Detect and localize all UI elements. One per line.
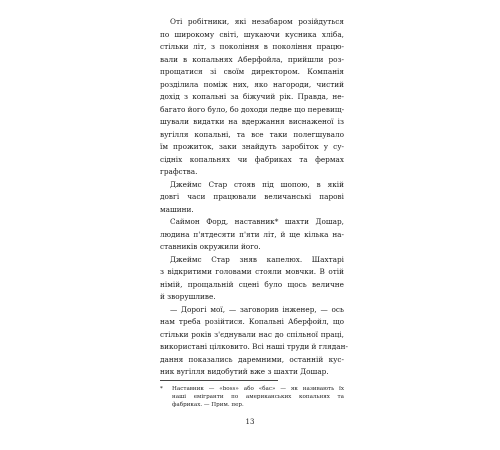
text-line: Оті робітники, які незабаром розійдуться	[170, 17, 344, 26]
text-line: стільки років з'єднували нас до спільної праці,	[160, 329, 344, 339]
footnote-line: фабриках. — Прим. пер.	[172, 402, 244, 409]
text-line: Джеймс Стар зняв капелюх. Шахтарі	[170, 254, 344, 264]
footnote-divider	[160, 380, 278, 381]
text-line: вали в копальнях Аберфойла, прийшли роз-	[160, 54, 344, 64]
text-line: й зворушливе.	[160, 292, 216, 301]
text-line: машини.	[160, 204, 194, 214]
text-line: ник вугілля видобутий вже з шахти Дошар.	[160, 367, 329, 376]
text-line: Джеймс Стар стояв під шопою, в якій	[170, 179, 344, 189]
text-line: з відкритими головами стояли мовчки. В отій	[160, 267, 344, 276]
text-line: багато його було, бо доходи ледве що перевищ-	[160, 104, 345, 114]
text-line: дохід з копальні за біжучий рік. Правда, не-	[160, 92, 344, 101]
text-line: людина п'ятдесяти п'яти літ, й ще кілька на-	[160, 229, 344, 239]
text-line: нам треба розійтися. Копальні Аберфойл, що	[160, 317, 344, 326]
text-line: вугілля копальні, та все таки полегшувало	[160, 129, 344, 139]
text-line: шували видатки на вдержання виснаженої із	[160, 117, 344, 126]
text-line: довгі часи працювали величанські парові	[160, 192, 344, 201]
text-line: сідніх копальнях чи фабриках та фермах	[160, 154, 344, 164]
text-line: Саймон Форд, наставник* шахти Дошар,	[170, 217, 344, 226]
body-text	[160, 16, 348, 379]
text-line: використані цілковито. Всі наші труди й глядан-	[160, 342, 348, 351]
page-number: 13	[245, 418, 255, 426]
text-line: їм прожиток, заки знайдуть заробіток у су-	[160, 142, 344, 151]
footnote-text	[172, 385, 344, 410]
text-line: по широкому світі, шукаючи кусника хліба,	[160, 29, 344, 39]
text-line: графства.	[160, 167, 198, 176]
text-line: дання показались даремними, останній кус-	[160, 354, 344, 364]
text-line: розділила поміж них, яко нагороди, чистий	[160, 79, 344, 89]
footnote-mark: *	[160, 386, 163, 392]
text-line: ставників окружили його.	[160, 242, 261, 251]
text-line: німій, прощальній сцені було щось величне	[160, 279, 344, 289]
text-line: — Дорогі мої, — заговорив інженер, — ось	[170, 304, 344, 314]
footnote-line: наші емігранти по американських копальнях та	[172, 394, 344, 401]
text-line: прощатися зі своїм директором. Компанія	[160, 67, 344, 76]
footnote-line: Наставник — «boss» або «бас» — як називають їх	[172, 386, 344, 392]
text-line: стільки літ, з покоління в покоління працю-	[160, 42, 344, 51]
